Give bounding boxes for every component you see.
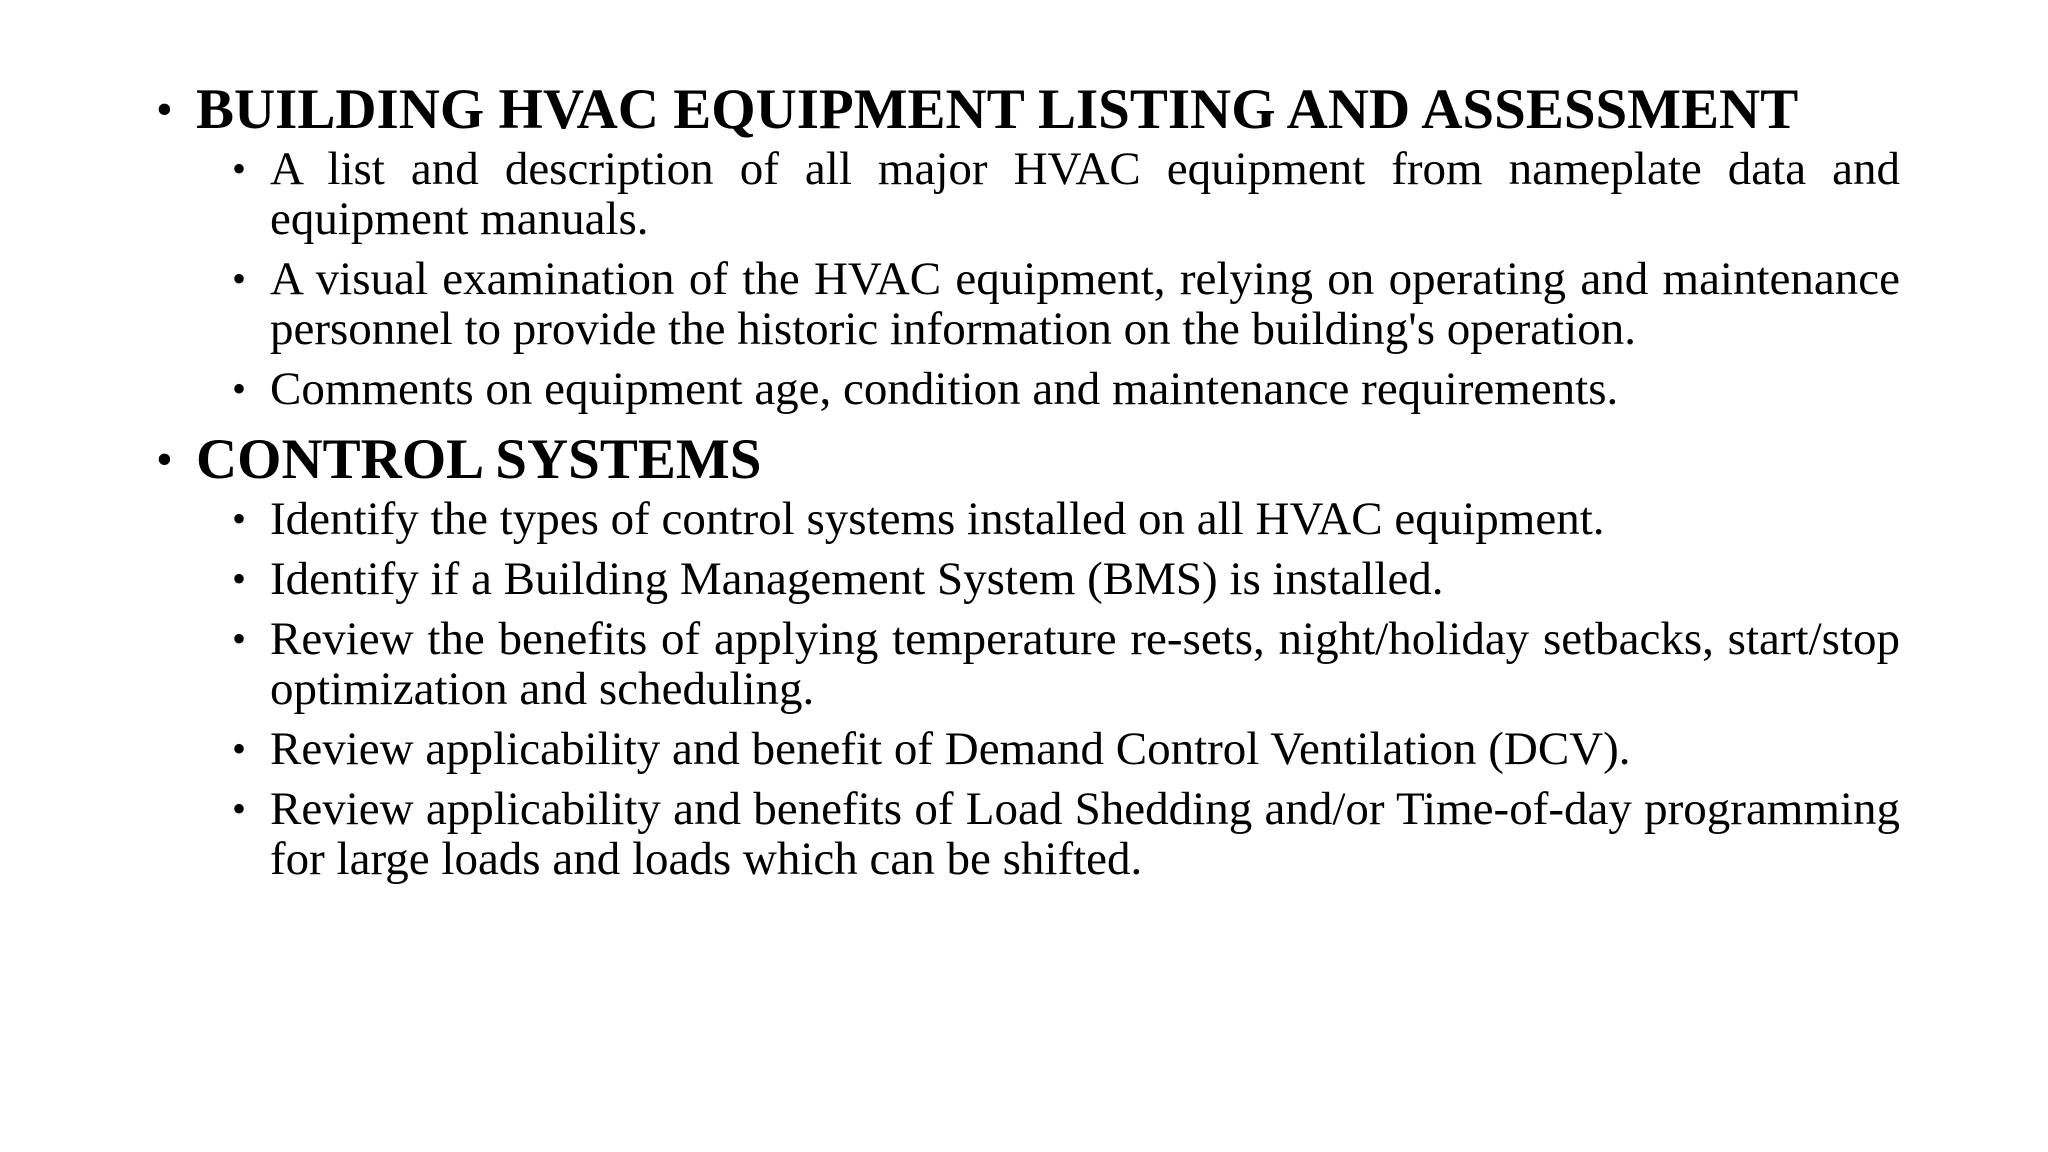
list-item — [232, 254, 1900, 354]
bullet-icon: • — [232, 496, 247, 541]
bullet-list — [156, 494, 1900, 884]
list-item-text: Review applicability and benefit of Demand Control Ventilation (DCV). — [270, 723, 1631, 775]
bullet-icon: • — [232, 726, 247, 771]
section-heading — [156, 426, 1900, 494]
list-item — [232, 554, 1900, 604]
bullet-list — [156, 144, 1900, 414]
slide-content — [156, 76, 1900, 894]
list-item-text: Identify if a Building Management System (BMS) is installed. — [270, 553, 1444, 605]
section-control-systems — [156, 426, 1900, 884]
bullet-icon: • — [232, 366, 247, 411]
list-item — [232, 724, 1900, 774]
section-hvac-equipment — [156, 76, 1900, 414]
list-item — [232, 784, 1900, 884]
list-item-text: Identify the types of control systems installed on all HVAC equipment. — [270, 493, 1605, 545]
section-heading — [156, 76, 1900, 144]
bullet-icon: • — [232, 146, 247, 191]
bullet-icon: • — [232, 256, 247, 301]
list-item — [232, 614, 1900, 714]
list-item-text: Review applicability and benefits of Load Shedding and/or Time-of-day programming for large loads and loads which can be shifted. — [270, 783, 1900, 885]
list-item — [232, 364, 1900, 414]
list-item-text: A visual examination of the HVAC equipment, relying on operating and maintenance personnel to provide the historic information on the building's operation. — [270, 253, 1900, 355]
bullet-icon: • — [156, 83, 173, 136]
list-item — [232, 494, 1900, 544]
list-item — [232, 144, 1900, 244]
bullet-icon: • — [232, 616, 247, 661]
bullet-icon: • — [156, 433, 173, 486]
section-heading-text: CONTROL SYSTEMS — [196, 428, 762, 491]
list-item-text: A list and description of all major HVAC equipment from nameplate data and equipment manuals. — [270, 143, 1900, 245]
section-heading-text: BUILDING HVAC EQUIPMENT LISTING AND ASSESSMENT — [196, 78, 1799, 141]
bullet-icon: • — [232, 556, 247, 601]
list-item-text: Comments on equipment age, condition and maintenance requirements. — [270, 363, 1619, 415]
list-item-text: Review the benefits of applying temperature re-sets, night/holiday setbacks, start/stop optimization and scheduling. — [270, 613, 1900, 715]
bullet-icon: • — [232, 786, 247, 831]
